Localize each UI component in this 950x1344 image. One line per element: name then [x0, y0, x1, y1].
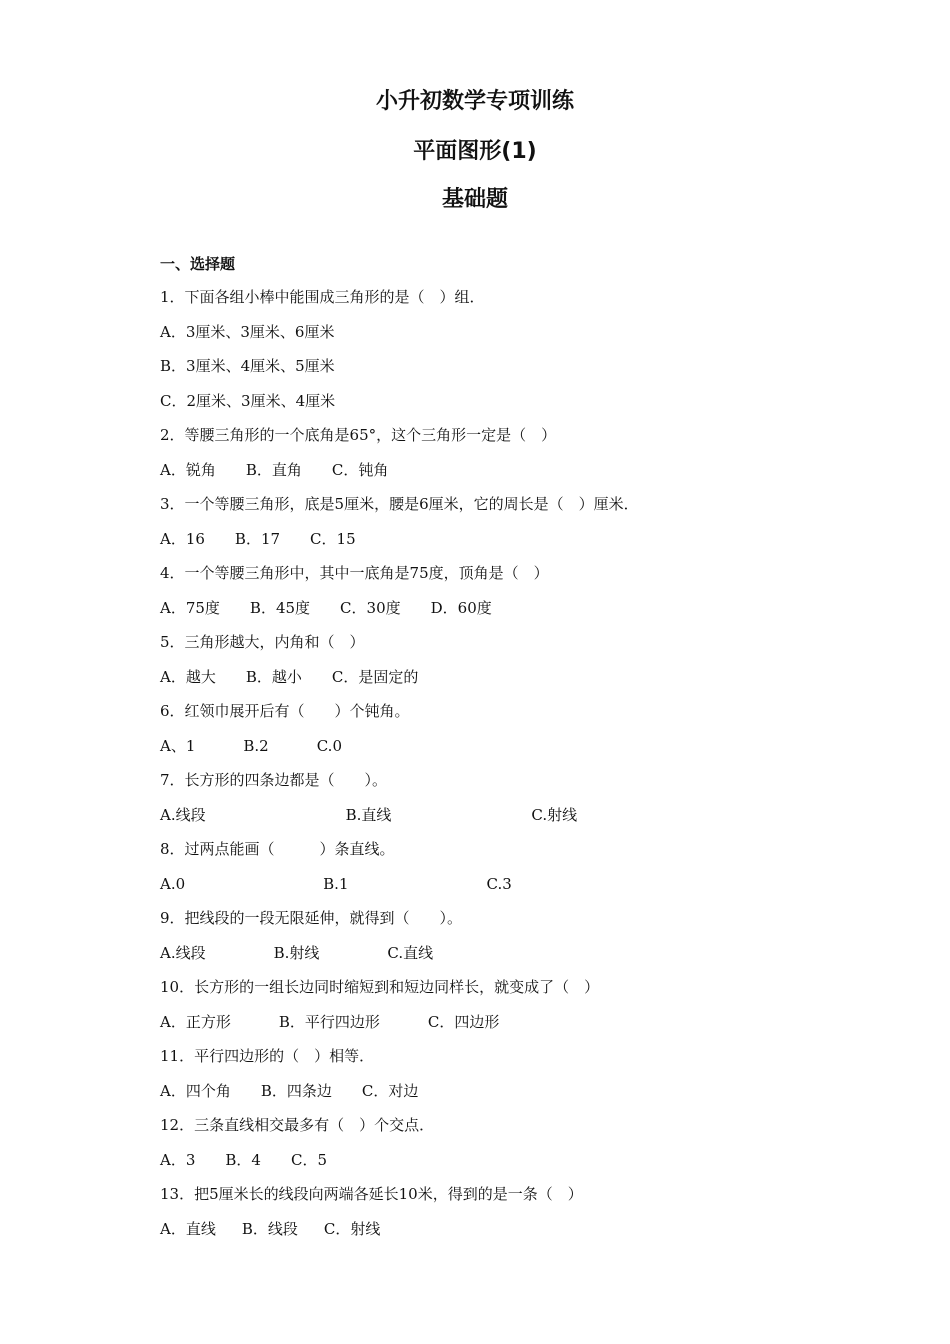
- answer-option: A．3: [160, 1150, 196, 1169]
- answer-options-row: [160, 666, 800, 701]
- answer-option: A.0: [160, 874, 186, 893]
- answer-option: C．30度: [340, 598, 401, 617]
- answer-option: C.射线: [531, 805, 578, 824]
- answer-options-row: [160, 1149, 800, 1184]
- question-text: 2．等腰三角形的一个底角是65°，这个三角形一定是（ ）: [160, 426, 557, 444]
- answer-option: A、1: [160, 736, 196, 755]
- answer-option: A．越大: [160, 667, 216, 686]
- answer-option: B.2: [243, 736, 269, 755]
- answer-option: D．60度: [430, 598, 492, 617]
- answer-options-row: [160, 528, 800, 563]
- answer-option: C．钝角: [331, 460, 389, 479]
- answer-option: B.1: [323, 874, 349, 893]
- answer-option: B．四条边: [260, 1081, 332, 1100]
- answer-option: B．平行四边形: [278, 1012, 380, 1031]
- question-list: [160, 286, 800, 1252]
- answer-option: B．越小: [245, 667, 302, 686]
- document-subtitle: 平面图形(1): [413, 139, 537, 164]
- answer-option: C．15: [310, 529, 356, 548]
- question-text: 10．长方形的一组长边同时缩短到和短边同样长，就变成了（ ）: [160, 978, 600, 996]
- question-text: 4．一个等腰三角形中，其中一底角是75度，顶角是（ ）: [160, 564, 549, 582]
- answer-options-row: [160, 1080, 800, 1115]
- answer-option: C.0: [316, 736, 342, 755]
- answer-option: B．线段: [241, 1219, 298, 1238]
- question-text: 9．把线段的一段无限延伸，就得到（ ）。: [160, 909, 463, 927]
- answer-option: C．2厘米、3厘米、4厘米: [160, 391, 336, 410]
- question-text: 8．过两点能画（ ）条直线。: [160, 840, 395, 858]
- question-text: 3．一个等腰三角形，底是5厘米，腰是6厘米，它的周长是（ ）厘米．: [160, 495, 639, 513]
- answer-option: C.直线: [387, 943, 434, 962]
- answer-option: C．5: [290, 1150, 327, 1169]
- answer-option: A.线段: [160, 943, 206, 962]
- answer-option: A．直线: [160, 1219, 216, 1238]
- answer-option: A．75度: [160, 598, 220, 617]
- document-title: 小升初数学专项训练: [375, 89, 574, 114]
- answer-option: B．45度: [249, 598, 311, 617]
- answer-option: A．四个角: [160, 1081, 231, 1100]
- answer-option: A.线段: [160, 805, 206, 824]
- answer-option: B．直角: [245, 460, 302, 479]
- answer-option: B.射线: [273, 943, 320, 962]
- answer-option: A．3厘米、3厘米、6厘米: [160, 322, 335, 341]
- answer-options-row: [160, 942, 800, 977]
- question-text: 13．把5厘米长的线段向两端各延长10米，得到的是一条（ ）: [160, 1185, 583, 1203]
- answer-options-row: [160, 1218, 800, 1253]
- difficulty-level: 基础题: [441, 187, 508, 212]
- answer-option: C．射线: [323, 1219, 381, 1238]
- question-text: 1．下面各组小棒中能围成三角形的是（ ）组．: [160, 288, 485, 306]
- answer-options-row: [160, 459, 800, 494]
- question-text: 12．三条直线相交最多有（ ）个交点．: [160, 1116, 435, 1134]
- question-text: 5．三角形越大，内角和（ ）: [160, 633, 365, 651]
- question-text: 6．红领巾展开后有（ ）个钝角。: [160, 702, 410, 720]
- answer-option: C.3: [486, 874, 512, 893]
- question-text: 7．长方形的四条边都是（ ）。: [160, 771, 388, 789]
- answer-option: A．锐角: [160, 460, 216, 479]
- answer-option: C．是固定的: [331, 667, 419, 686]
- section-heading: 一、选择题: [160, 255, 236, 273]
- answer-options-row: [160, 873, 800, 908]
- answer-option: B．3厘米、4厘米、5厘米: [160, 357, 335, 375]
- question-text: 11．平行四边形的（ ）相等．: [160, 1047, 375, 1065]
- answer-options-row: [160, 735, 800, 770]
- answer-options-row: [160, 1011, 800, 1046]
- answer-options-row: [160, 804, 800, 839]
- answer-option: C．对边: [361, 1081, 419, 1100]
- answer-options-row: [160, 597, 800, 632]
- answer-option: A．16: [160, 529, 205, 548]
- answer-option: A．正方形: [160, 1012, 231, 1031]
- answer-option: B.直线: [345, 805, 392, 824]
- answer-option: B．4: [225, 1150, 261, 1169]
- answer-option: B．17: [234, 529, 281, 548]
- answer-option: C．四边形: [427, 1012, 500, 1031]
